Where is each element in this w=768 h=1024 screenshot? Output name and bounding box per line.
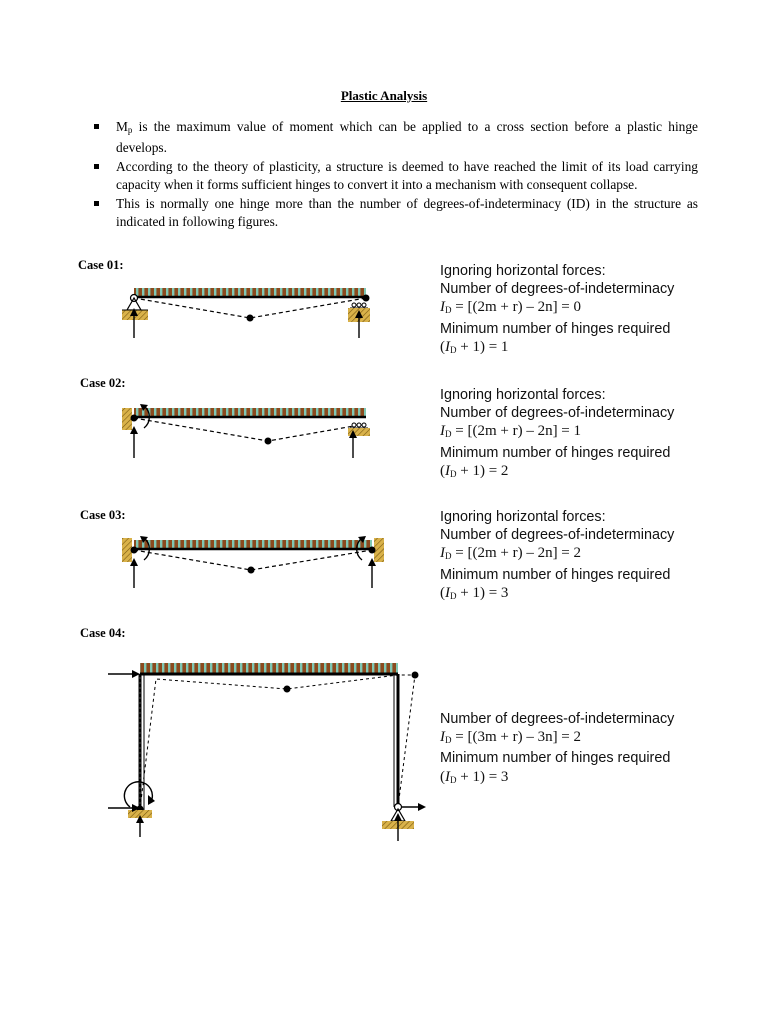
case-04-label: Case 04:: [80, 626, 126, 640]
case-03-figure: [110, 528, 390, 590]
bullet-item: According to the theory of plasticity, a structure is deemed to have reached the limit of its load carrying capacity when it forms sufficient hinges to convert it into a mechanism with consequent collapse.: [92, 158, 698, 194]
case-04-info: Number of degrees-of-indeterminacy $I_D = [(3m + r) - 3n] = 2$ Minimum number of hinges required $(I_D + 1) = 3$: [440, 711, 675, 785]
page-title: Plastic Analysis: [340, 88, 428, 103]
case-03-label: Case 03:: [80, 508, 126, 522]
case-02-info: Ignoring horizontal forces: Number of degrees-of-indeterminacy $I_D = [(2m + r) - 2n] = 1$ Minimum number of hinges required $(I_D + 1) = 2$: [440, 387, 675, 479]
case-01-label: Case 01:: [78, 258, 124, 272]
case-01-info: Ignoring horizontal forces: Number of degrees-of-indeterminacy $I_D = [(2m + r) - 2n] = 0$ Minimum number of hinges required $(I_D + 1) = 1$: [440, 263, 675, 355]
case-04-figure: [100, 655, 440, 845]
bullet-list: [92, 118, 698, 232]
bullet-item: This is normally one hinge more than the number of degrees-of-indeterminacy (ID) in the structure as indicated in following figures.: [92, 195, 698, 231]
case-01-figure: [110, 280, 380, 340]
case-03-info: Ignoring horizontal forces: Number of degrees-of-indeterminacy $I_D = [(2m + r) - 2n] = 2$ Minimum number of hinges required $(I_D + 1) = 3$: [440, 509, 675, 601]
case-02-label: Case 02:: [80, 376, 126, 390]
case-02-figure: [110, 400, 380, 462]
bullet-item: $M_p$ is the maximum value of moment which can be applied to a cross section before a plastic hinge develops.: [92, 118, 698, 157]
